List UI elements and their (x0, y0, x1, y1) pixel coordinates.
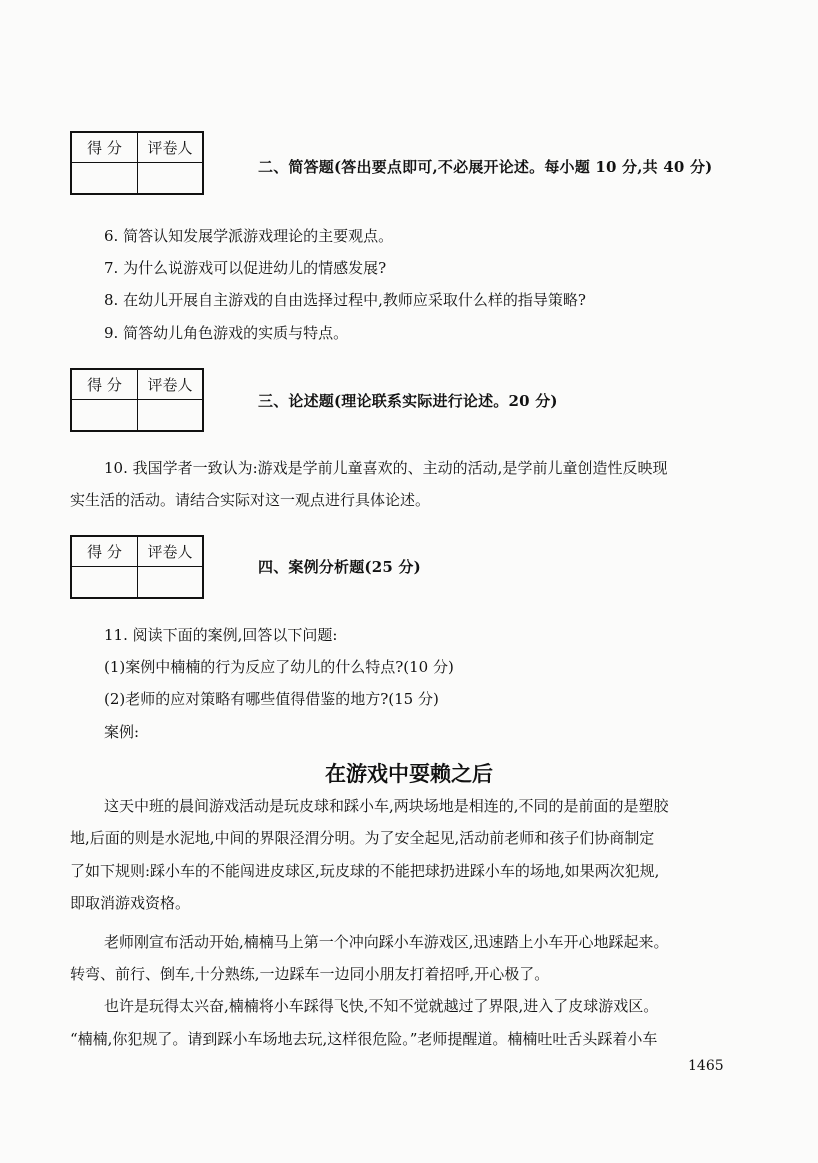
case-paragraph-line: 转弯、前行、倒车,十分熟练,一边踩车一边同小朋友打着招呼,开心极了。 (70, 965, 550, 983)
score-cell (72, 163, 138, 193)
question-10-line-2: 实生活的活动。请结合实际对这一观点进行具体论述。 (70, 491, 431, 509)
grader-label: 评卷人 (138, 370, 202, 400)
case-paragraph-line: 也许是玩得太兴奋,楠楠将小车踩得飞快,不知不觉就越过了界限,进入了皮球游戏区。 (104, 997, 659, 1015)
question-11: 11. 阅读下面的案例,回答以下问题: (104, 626, 338, 644)
question-6: 6. 简答认知发展学派游戏理论的主要观点。 (104, 227, 394, 245)
question-10-line-1: 10. 我国学者一致认为:游戏是学前儿童喜欢的、主动的活动,是学前儿童创造性反映现 (104, 459, 668, 477)
case-paragraph-line: “楠楠,你犯规了。请到踩小车场地去玩,这样很危险。”老师提醒道。楠楠吐吐舌头踩着小车 (70, 1030, 658, 1048)
question-7: 7. 为什么说游戏可以促进幼儿的情感发展? (104, 259, 387, 277)
page-number: 1465 (688, 1058, 724, 1074)
grader-cell (138, 567, 202, 597)
question-11-part-2: (2)老师的应对策略有哪些值得借鉴的地方?(15 分) (104, 690, 439, 708)
case-paragraph-line: 这天中班的晨间游戏活动是玩皮球和踩小车,两块场地是相连的,不同的是前面的是塑胶 (104, 797, 669, 815)
question-11-part-1: (1)案例中楠楠的行为反应了幼儿的什么特点?(10 分) (104, 658, 454, 676)
question-8: 8. 在幼儿开展自主游戏的自由选择过程中,教师应采取什么样的指导策略? (104, 291, 586, 309)
score-table-section-3 (70, 368, 204, 432)
grader-cell (138, 400, 202, 430)
grader-label: 评卷人 (138, 537, 202, 567)
score-label: 得 分 (72, 133, 138, 163)
case-paragraph-line: 老师刚宣布活动开始,楠楠马上第一个冲向踩小车游戏区,迅速踏上小车开心地踩起来。 (104, 933, 669, 951)
score-cell (72, 567, 138, 597)
grader-label: 评卷人 (138, 133, 202, 163)
score-cell (72, 400, 138, 430)
section-2-title: 二、简答题(答出要点即可,不必展开论述。每小题 10 分,共 40 分) (258, 158, 713, 176)
case-paragraph-line: 即取消游戏资格。 (70, 894, 191, 912)
score-table-section-2 (70, 131, 204, 195)
score-table-section-4 (70, 535, 204, 599)
question-9: 9. 简答幼儿角色游戏的实质与特点。 (104, 324, 349, 342)
case-label: 案例: (104, 723, 140, 741)
section-4-title: 四、案例分析题(25 分) (258, 558, 421, 576)
case-title: 在游戏中耍赖之后 (325, 761, 493, 786)
grader-cell (138, 163, 202, 193)
score-label: 得 分 (72, 370, 138, 400)
score-label: 得 分 (72, 537, 138, 567)
section-3-title: 三、论述题(理论联系实际进行论述。20 分) (258, 392, 558, 410)
case-paragraph-line: 了如下规则:踩小车的不能闯进皮球区,玩皮球的不能把球扔进踩小车的场地,如果两次犯规, (70, 862, 660, 880)
case-paragraph-line: 地,后面的则是水泥地,中间的界限泾渭分明。为了安全起见,活动前老师和孩子们协商制定 (70, 829, 655, 847)
